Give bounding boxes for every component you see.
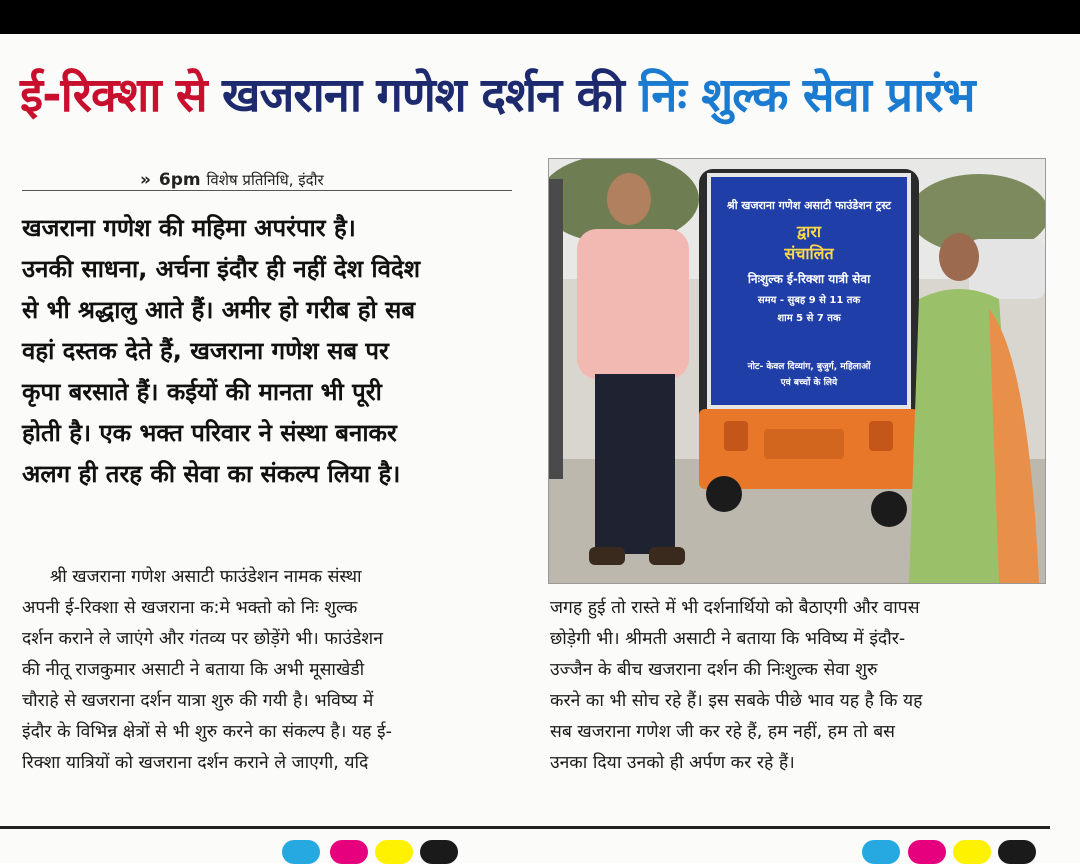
intro-line: अलग ही तरह की सेवा का संकल्प लिया है।	[22, 460, 401, 488]
body-line: की नीतू राजकुमार असाटी ने बताया कि अभी मूसाखेडी	[22, 660, 365, 680]
registration-mark-yellow	[375, 840, 413, 864]
intro-line: उनकी साधना, अर्चना इंदौर ही नहीं देश विदेश	[22, 255, 421, 283]
article-headline	[20, 56, 1060, 136]
body-line: इंदौर के विभिन्न क्षेत्रों से भी शुरु करने का संकल्प है। यह ई-	[22, 722, 392, 742]
body-column-right	[550, 593, 1050, 779]
byline-rule	[22, 190, 512, 191]
byline-text: विशेष प्रतिनिधि, इंदौर	[206, 171, 324, 189]
body-line: उज्जैन के बीच खजराना दर्शन की निःशुल्क सेवा शुरु	[550, 660, 878, 680]
body-line: दर्शन कराने ले जाएंगे और गंतव्य पर छोड़ेंगे भी। फाउंडेशन	[22, 629, 383, 649]
banner-line4: निःशुल्क ई-रिक्शा यात्री सेवा	[747, 272, 871, 286]
registration-mark-magenta	[908, 840, 946, 864]
top-black-bar	[0, 0, 1080, 34]
intro-line: खजराना गणेश की महिमा अपरंपार है।	[22, 214, 356, 242]
byline	[140, 170, 324, 190]
bottom-rule	[0, 826, 1050, 829]
registration-mark-black	[420, 840, 458, 864]
registration-mark-cyan	[282, 840, 320, 864]
banner-line2: द्वारा	[796, 222, 822, 241]
registration-mark-black	[998, 840, 1036, 864]
intro-line: कृपा बरसाते हैं। कईयों की मानता भी पूरी	[22, 378, 382, 406]
photo-illustration	[549, 159, 1045, 583]
intro-line: से भी श्रद्धालु आते हैं। अमीर हो गरीब हो सब	[22, 296, 416, 324]
body-line: अपनी ई-रिक्शा से खजराना क:मे भक्तो को निः शुल्क	[22, 598, 358, 618]
body-line: जगह हुई तो रास्ते में भी दर्शनार्थियो को बैठाएगी और वापस	[550, 598, 920, 618]
banner-line6: शाम 5 से 7 तक	[777, 313, 841, 324]
body-line: सब खजराना गणेश जी कर रहे हैं, हम नहीं, हम तो बस	[550, 722, 896, 742]
body-line: छोड़ेगी भी। श्रीमती असाटी ने बताया कि भविष्य में इंदौर-	[550, 629, 906, 649]
body-line: रिक्शा यात्रियों को खजराना दर्शन कराने ले जाएगी, यदि	[22, 753, 369, 773]
body-line: उनका दिया उनको ही अर्पण कर रहे हैं।	[550, 753, 795, 773]
body-line: श्री खजराना गणेश असाटी फाउंडेशन नामक संस्था	[22, 567, 362, 587]
banner-line8: एवं बच्चों के लिये	[780, 378, 838, 388]
byline-arrow: »	[140, 170, 151, 190]
byline-source: 6pm	[158, 170, 201, 190]
banner-line7: नोट- केवल दिव्यांग, बुजुर्ग, महिलाओं	[747, 362, 871, 372]
headline-part2: खजराना गणेश दर्शन की	[222, 68, 624, 123]
registration-mark-cyan	[862, 840, 900, 864]
body-line: चौराहे से खजराना दर्शन यात्रा शुरु की गयी है। भविष्य में	[22, 691, 374, 711]
banner-line1: श्री खजराना गणेश असाटी फाउंडेशन ट्रस्ट	[726, 199, 892, 212]
headline-part1: ई-रिक्शा से	[20, 68, 207, 123]
body-line: करने का भी सोच रहे हैं। इस सबके पीछे भाव यह है कि यह	[550, 691, 923, 711]
registration-mark-magenta	[330, 840, 368, 864]
banner-line3: संचालित	[784, 244, 834, 263]
body-column-left	[22, 562, 532, 779]
banner-line5: समय - सुबह 9 से 11 तक	[757, 295, 861, 306]
headline-part3: निः शुल्क सेवा प्रारंभ	[639, 68, 975, 123]
article-photo	[548, 158, 1046, 584]
registration-mark-yellow	[953, 840, 991, 864]
intro-paragraph	[22, 208, 522, 495]
intro-line: होती है। एक भक्त परिवार ने संस्था बनाकर	[22, 419, 397, 447]
intro-line: वहां दस्तक देते हैं, खजराना गणेश सब पर	[22, 337, 389, 365]
